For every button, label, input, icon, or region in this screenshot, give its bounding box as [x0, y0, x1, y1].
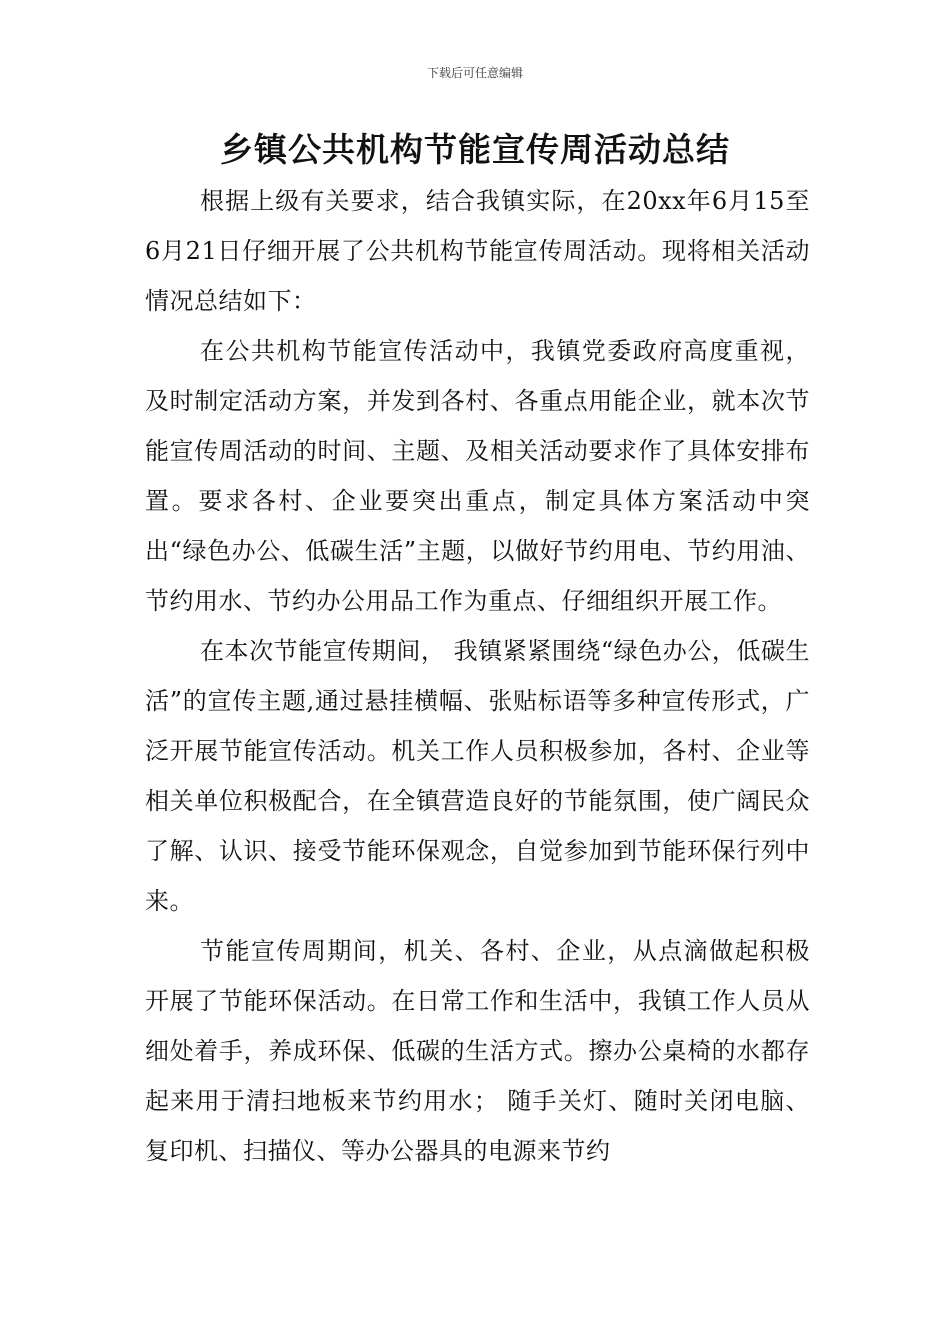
document-body — [145, 176, 810, 1176]
paragraph-2: 在公共机构节能宣传活动中，我镇党委政府高度重视，及时制定活动方案，并发到各村、各重点用能企业，就本次节能宣传周活动的时间、主题、及相关活动要求作了具体安排布置。要求各村、企业要突出重点，制定具体方案活动中突出“绿色办公、低碳生活”主题，以做好节约用电、节约用油、节约用水、节约办公用品工作为重点、仔细组织开展工作。 — [145, 337, 810, 615]
header-note: 下载后可任意编辑 — [426, 66, 523, 80]
paragraph-1: 根据上级有关要求，结合我镇实际，在20xx年6月15至6月21日仔细开展了公共机构节能宣传周活动。现将相关活动情况总结如下： — [145, 187, 810, 315]
paragraph-3: 在本次节能宣传期间， 我镇紧紧围绕“绿色办公，低碳生活”的宣传主题,通过悬挂横幅、张贴标语等多种宣传形式，广泛开展节能宣传活动。机关工作人员积极参加，各村、企业等相关单位积极配合，在全镇营造良好的节能氛围，使广阔民众了解、认识、接受节能环保观念，自觉参加到节能环保行列中来。 — [145, 637, 810, 915]
document-title: 乡镇公共机构节能宣传周活动总结 — [220, 130, 730, 169]
paragraph-4: 节能宣传周期间，机关、各村、企业，从点滴做起积极开展了节能环保活动。在日常工作和生活中，我镇工作人员从细处着手，养成环保、低碳的生活方式。擦办公桌椅的水都存起来用于清扫地板来节约用水； 随手关灯、随时关闭电脑、复印机、扫描仪、等办公器具的电源来节约 — [145, 937, 810, 1165]
